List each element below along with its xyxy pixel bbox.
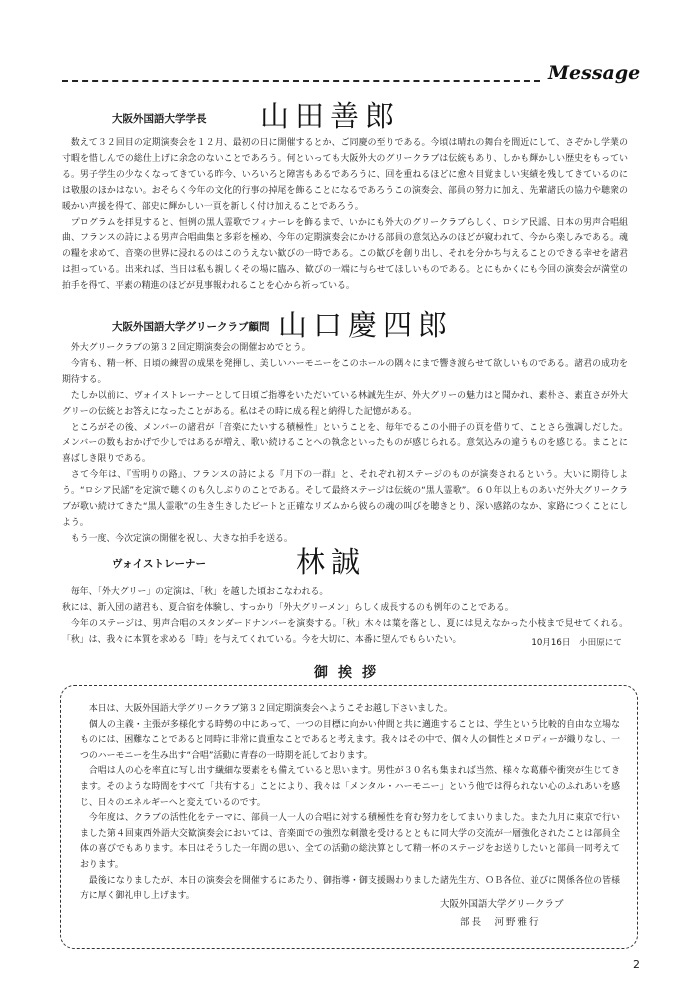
paragraph: たしか以前に、ヴォイストレーナーとして日頃ご指導をいただいている林誠先生が、外大グリーの魅力はと聞かれ、素朴さ、素直さが外大グリーの伝統とお答えになったことがある。私はその時に成る程と納得した記憶がある。	[62, 390, 628, 417]
paragraph: 合唱は人の心を率直に写し出す繊細な要素をも備えていると思います。男性が３０名も集まれば当然、様々な葛藤や衝突が生じてきます。そのような時間をすべて「共有する」ことにより、我々は「メンタル・ハーモニー」という他では得られない心のふれあいを感じ、日々のエネルギーへと変えているのです。	[80, 766, 620, 808]
paragraph: 今宵も、精一杯、日頃の練習の成果を発揮し、美しいハーモニーをこのホールの隅々にまで響き渡らせて欲しいものである。諸君の成功を期待する。	[62, 358, 628, 385]
trainer-date-note: 10月16日 小田原にて	[531, 638, 622, 648]
president-heading: 大阪外国語大学学長	[112, 113, 207, 125]
header-dashed-rule	[62, 80, 540, 82]
advisor-heading: 大阪外国語大学グリークラブ顧問	[112, 321, 270, 333]
advisor-signature: 山口慶四郎	[278, 308, 454, 342]
paragraph: さて今年は、『雪明りの路』、フランスの詩による『月下の一群』と、それぞれ初ステージのものが演奏されるという。大いに期待しよう。“ロシア民謡”を定演で聴くのも久しぶりのことである。そして最終ステージは伝統の“黒人霊歌”。６０年以上ものあいだ外大グリークラブが歌い続けてきた“黒人霊歌”の生き生きしたビートと正確なリズムから彼らの魂の叫びを聴きとり、深い感銘のなか、家路につくことにしよう。	[62, 470, 628, 528]
paragraph: ところがその後、メンバーの諸君が「音楽にたいする積極性」ということを、毎年でるこの小冊子の頁を借りて、ことさら強調しだした。メンバーの数もおかげで少しではあるが増え、歌い続けることへの執念といったものが感じられる。意気込みの違うものを感じる。まことに喜ばしき限りである。	[62, 422, 628, 465]
greeting-sign-organization: 大阪外国語大学グリークラブ	[440, 899, 564, 910]
page-number: 2	[633, 958, 640, 971]
greeting-title-text: 御挨拶	[304, 662, 396, 682]
trainer-signature: 林誠	[296, 545, 367, 579]
paragraph: 秋には、新入団の諸君も、夏合宿を体験し、すっかり「外大グリーメン」らしく成長するのも例年のことである。	[62, 602, 514, 613]
paragraph: 本日は、大阪外国語大学グリークラブ第３２回定期演奏会へようこそお越し下さいました。	[88, 704, 453, 714]
paragraph: 今年度は、クラブの活性化をテーマに、部員一人一人の合唱に対する積極性を育む努力をしてまいりました。また九月に東京で行いました第４回東西外語大交歓演奏会においては、音楽面での強烈な刺激を受けるとともに同大学の交流が一層強化されたことは部員全体の喜びでもあります。本日はそうした一年間の思い、全ての活動の総決算として精一杯のステージをお送りしたいと部員一同考えております。	[80, 813, 620, 870]
greeting-message	[80, 702, 620, 905]
greeting-sign-person: 部長 河野雅行	[460, 917, 541, 928]
paragraph: もう一度、今次定演の開催を祝し、大きな拍手を送る。	[70, 533, 293, 544]
president-message	[62, 136, 628, 295]
trainer-heading: ヴォイストレーナー	[112, 558, 206, 570]
paragraph: 数えて３２回目の定期演奏会を１２月、最初の日に開催するとか、ご同慶の至りである。今頃は晴れの舞台を間近にして、さぞかし学業の寸暇を惜しんでの総仕上げに余念のないことであろう。何といっても大阪外大のグリークラブは伝統もあり、しかも輝かしい歴史をもっている。男子学生の少なくなってきている昨今、いろいろと障害もあるであろうに、回を重ねるほどに愈々目覚ましい実績を残してきているのには敬服のほかはない。おそらく今年の文化的行事の掉尾を飾ることになるであろうこの演奏会、部員の努力に加え、先輩諸氏の協力や聴衆の暖かい声援を得て、部史に輝かしい一頁を新しく付け加えることであろう。	[62, 138, 628, 212]
advisor-message	[62, 341, 628, 548]
president-signature: 山田善郎	[260, 99, 401, 133]
paragraph: 個人の主義・主張が多様化する時勢の中にあって、一つの目標に向かい仲間と共に邁進することは、学生という比較的自由な立場なものには、困難なことであると同時に非常に貴重なことであると考えます。我々はその中で、個々人の個性とメロディーが織りなし、一つのハーモニーを生み出す“合唱”活動に青春の一時期を託しております。	[80, 719, 620, 761]
page-section-title: Message	[548, 62, 641, 84]
paragraph: 最後になりましたが、本日の演奏会を開催するにあたり、御指導・御支援賜わりました諸先生方、ＯＢ各位、並びに関係各位の皆様方に厚く御礼申し上げます。	[80, 875, 620, 902]
paragraph: プログラムを拝見すると、恒例の黒人霊歌でフィナーレを飾るまで、いかにも外大のグリークラブらしく、ロシア民謡、日本の男声合唱組曲、フランスの詩による男声合唱曲集と多彩を極め、今年の定期演奏会にかける部員の意気込みのほどが窺われて、今から楽しみである。魂の糧を求めて、音楽の世界に浸れるのはこのうえない歓びの一時である。この歓びを創り出し、それを分かち与えることのできる幸せを諸君は担っている。出来れば、当日は私も親しくその場に臨み、歓びの一端に与らせてほしいものである。とにもかくにも今回の演奏会が満堂の拍手を得て、平素の精進のほどが見事報われることを心から祈っている。	[62, 217, 628, 292]
paragraph: 毎年、「外大グリー」の定演は、「秋」を越した頃おこなわれる。	[70, 587, 329, 597]
paragraph: 外大グリークラブの第３２回定期演奏会の開催おめでとう。	[70, 343, 311, 353]
paragraph: 今年のステージは、男声合唱のスタンダードナンバーを演奏する。「秋」木々は葉を落とし、夏には見えなかった小枝まで見せてくれる。「秋」は、我々に本質を求める「時」を与えてくれている。今を大切に、本番に望んでもらいたい。	[62, 618, 628, 645]
greeting-title	[0, 662, 700, 682]
